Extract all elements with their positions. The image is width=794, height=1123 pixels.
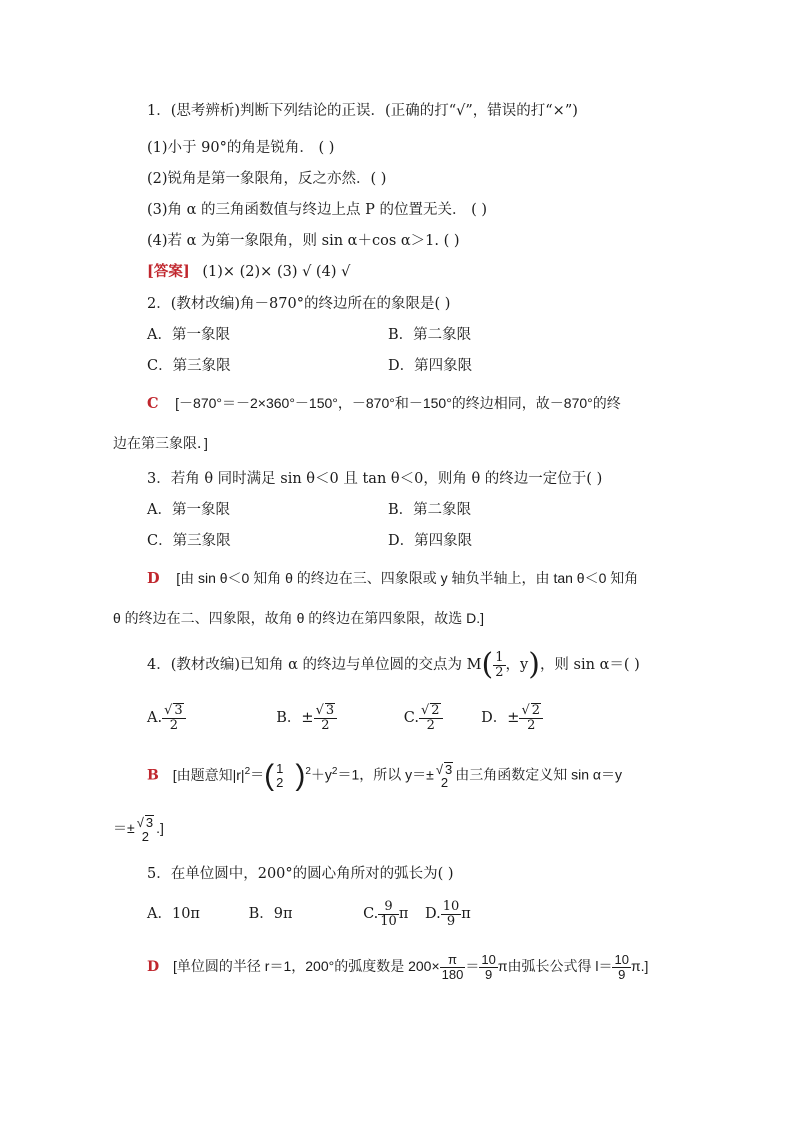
q4-option-b: B．± $\frac{√ 3}{2}$	[276, 710, 337, 726]
q5-explanation: D [单位圆的半径 r＝1，200°的弧度数是 200× $\frac{\pi}{180}$ ＝ $\frac{10}{9}$ π由弧长公式得 l＝ $\frac{10}{9}$ π.]	[147, 952, 649, 982]
q3-option-d: D．第四象限	[388, 533, 473, 549]
q2-stem: 2．(教材改编)角－870°的终边所在的象限是( )	[147, 296, 451, 312]
q5-answer-letter: D	[147, 959, 160, 975]
q2-answer-letter: C	[147, 395, 159, 412]
q3-option-a: A．第一象限	[147, 502, 230, 518]
q4-stem	[147, 648, 640, 682]
q2-option-c: C．第三象限	[147, 358, 231, 374]
q2-option-d: D．第四象限	[388, 358, 473, 374]
q4-stem-pre: 4．(教材改编)已知角 α 的终边与单位圆的交点为 M	[147, 657, 482, 673]
q1-item-2: (2)锐角是第一象限角，反之亦然．( )	[147, 171, 387, 187]
q3-option-b: B．第二象限	[388, 502, 472, 518]
q4-options	[147, 698, 543, 738]
q5-options	[147, 894, 471, 934]
q4-answer-letter: B	[147, 767, 159, 784]
q2-explanation-line-1	[147, 393, 621, 414]
q3-stem: 3．若角 θ 同时满足 sin θ＜0 且 tan θ＜0，则角 θ 的终边一定位于( )	[147, 471, 603, 487]
q1-answer	[147, 262, 350, 282]
q3-explanation-line-2: θ 的终边在二、四象限，故角 θ 的终边在第四象限，故选 D.]	[113, 610, 485, 626]
q2-explanation-line-2: 边在第三象限．]	[113, 435, 208, 451]
q2-option-a: A．第一象限	[147, 327, 230, 343]
q3-explanation-line-1	[147, 568, 638, 589]
q4-point-x-fraction: $\frac{1}{2}$	[495, 649, 504, 680]
q5-option-d: D. $\frac{10}{9}$ π	[424, 898, 471, 929]
q4-open-paren: (	[481, 647, 494, 682]
q1-stem: 1．(思考辨析)判断下列结论的正误．(正确的打“√”，错误的打“×”)	[147, 103, 578, 119]
q1-item-3: (3)角 α 的三角函数值与终边上点 P 的位置无关． ( )	[147, 202, 488, 218]
q4-option-a: A. $\frac{√ 3}{2}$	[147, 710, 186, 726]
q4-option-d: D．± $\frac{√ 2}{2}$	[481, 710, 543, 726]
q3-option-c: C．第三象限	[147, 533, 231, 549]
q2-explanation-text-1: [－870°＝－2×360°－150°，－870°和－150°的终边相同，故－870°的终	[175, 395, 621, 411]
q4-half-fraction: 1 2	[276, 761, 284, 790]
q3-explanation-text-1: [由 sin θ＜0 知角 θ 的终边在三、四象限或 y 轴负半轴上，由 tan θ＜0 知角	[176, 570, 639, 586]
q4-close-paren: )	[528, 647, 540, 682]
q5-option-b: B．9π	[248, 906, 293, 922]
q5-option-c: C. $\frac{9}{10}$ π	[363, 898, 409, 929]
q4-point-y: ，y	[505, 657, 529, 673]
q5-stem: 5．在单位圆中，200°的圆心角所对的弧长为( )	[147, 866, 454, 882]
q4-stem-post: ，则 sin α＝( )	[539, 657, 640, 673]
q2-option-b: B．第二象限	[388, 327, 472, 343]
q4-explanation-line-2: ＝± √ 3 2 .]	[113, 815, 164, 844]
q4-explanation-line-1: B [由题意知$|r|^2=$( 1 2 )$^2+y^2=1$，所以 y＝± √ 3 2 由三角函数定义知 sin α＝y	[147, 758, 622, 792]
q3-answer-letter: D	[147, 570, 160, 587]
q1-item-4: (4)若 α 为第一象限角，则 sin α＋cos α＞1. ( )	[147, 233, 460, 249]
q1-answer-text: (1)× (2)× (3) √ (4) √	[202, 264, 351, 280]
q5-option-a: A．10π	[147, 906, 200, 922]
q4-option-c: C. $\frac{√ 2}{2}$	[404, 710, 443, 726]
answer-tag: [答案]	[147, 263, 190, 280]
q1-item-1: (1)小于 90°的角是锐角． ( )	[147, 140, 335, 156]
